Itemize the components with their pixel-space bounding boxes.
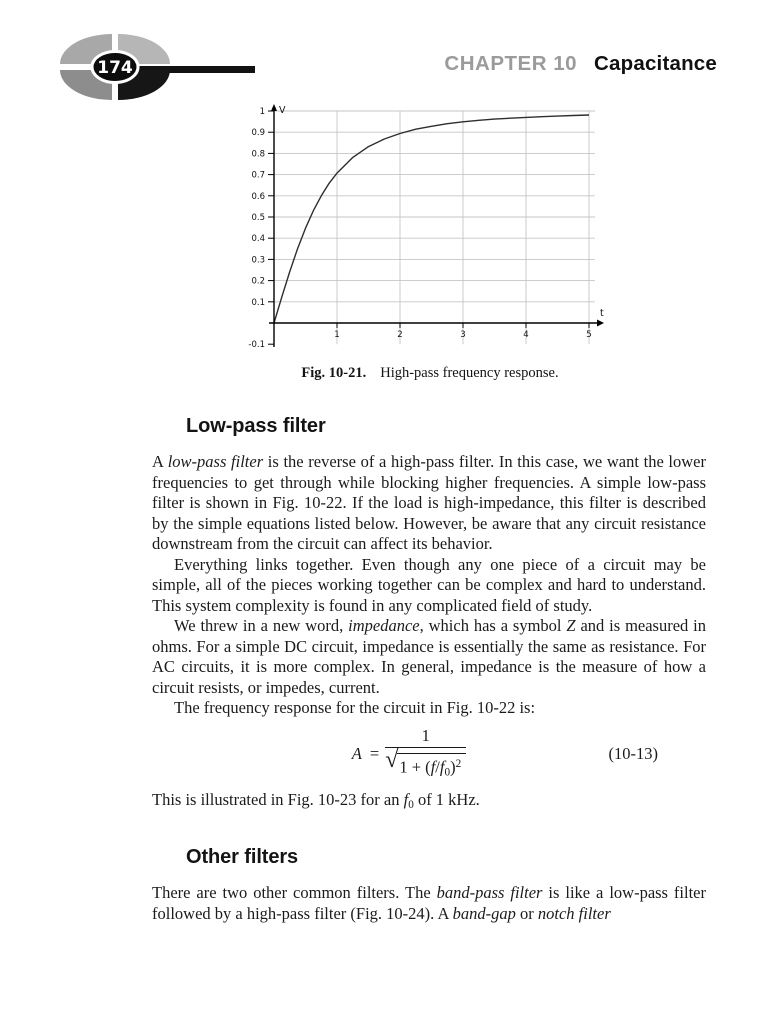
- figure-caption-text: High-pass frequency response.: [380, 365, 559, 381]
- svg-text:0.5: 0.5: [251, 213, 265, 223]
- paragraph-other-filters: There are two other common filters. The band-pass filter is like a low-pass filter followed by a high-pass filter (Fig. 10-24). A band-gap or notch filter: [152, 883, 706, 923]
- radical-sign: √: [385, 746, 399, 773]
- chapter-number-label: CHAPTER 10: [444, 52, 578, 75]
- fraction-denominator: [385, 748, 466, 782]
- svg-text:0.6: 0.6: [251, 191, 265, 202]
- equation-10-13: [152, 727, 706, 782]
- section-heading-other-filters: Other filters: [186, 846, 299, 869]
- svg-text:1: 1: [259, 107, 265, 117]
- svg-text:-0.1: -0.1: [248, 340, 265, 351]
- paragraph-everything-links: Everything links together. Even though any one piece of a circuit may be simple, all of the pieces working together can be complex and hard to understand. This system complexity is found in any complicated field of study.: [152, 554, 706, 615]
- radicand: $1 + (f/f0)^2$: [397, 753, 466, 782]
- figure-caption: [152, 365, 708, 382]
- svg-text:2: 2: [397, 330, 403, 340]
- paragraph-frequency-response-lead-in: The frequency response for the circuit in Fig. 10-22 is:: [174, 698, 536, 717]
- page-number-badge: [57, 33, 175, 103]
- page-content: [152, 414, 706, 924]
- svg-text:0.7: 0.7: [251, 170, 265, 181]
- svg-text:0.8: 0.8: [251, 149, 265, 160]
- svg-text:0.3: 0.3: [251, 255, 265, 266]
- chapter-heading: [444, 52, 717, 76]
- equation-lhs: A: [351, 744, 362, 764]
- svg-text:t: t: [600, 308, 604, 319]
- paragraph-illustrated-fig-10-23: This is illustrated in Fig. 10-23 for an f0 of 1 kHz.: [152, 789, 480, 811]
- fraction: [385, 727, 466, 782]
- svg-text:4: 4: [523, 330, 529, 340]
- svg-text:0.9: 0.9: [251, 128, 265, 139]
- fraction-numerator: 1: [385, 727, 466, 748]
- equation: [352, 727, 466, 782]
- paragraph-impedance: We threw in a new word, impedance, which has a symbol Z and is measured in ohms. For a simple DC circuit, impedance is essentially the same as resistance. For AC circuits, it is more complex. In general, impedance is the measure of how a circuit resists, or impedes, current.: [152, 616, 707, 697]
- chapter-title: Capacitance: [594, 52, 717, 75]
- svg-text:0.4: 0.4: [251, 234, 265, 245]
- equation-number: (10-13): [608, 744, 658, 764]
- page-number: 174: [97, 58, 133, 78]
- svg-text:V: V: [279, 105, 286, 116]
- figure-10-21: [152, 102, 708, 382]
- figure-caption-label: Fig. 10-21.: [301, 365, 367, 381]
- svg-text:3: 3: [460, 330, 466, 340]
- paragraph-low-pass-intro: A low-pass filter is the reverse of a high-pass filter. In this case, we want the lower frequencies to get through while blocking higher frequencies. A simple low-pass filter is shown in Fig. 10-22. If the load is high-impedance, this filter is described by the simple equations listed below. However, be aware that any circuit resistance downstream from the circuit can affect its behavior.: [152, 452, 707, 553]
- svg-text:5: 5: [586, 330, 592, 340]
- svg-text:1: 1: [334, 330, 340, 340]
- svg-text:0.1: 0.1: [251, 297, 265, 308]
- frequency-response-chart: [244, 102, 616, 354]
- svg-text:0.2: 0.2: [251, 276, 265, 287]
- equals-sign: =: [369, 744, 380, 764]
- section-heading-low-pass-filter: Low-pass filter: [186, 415, 326, 437]
